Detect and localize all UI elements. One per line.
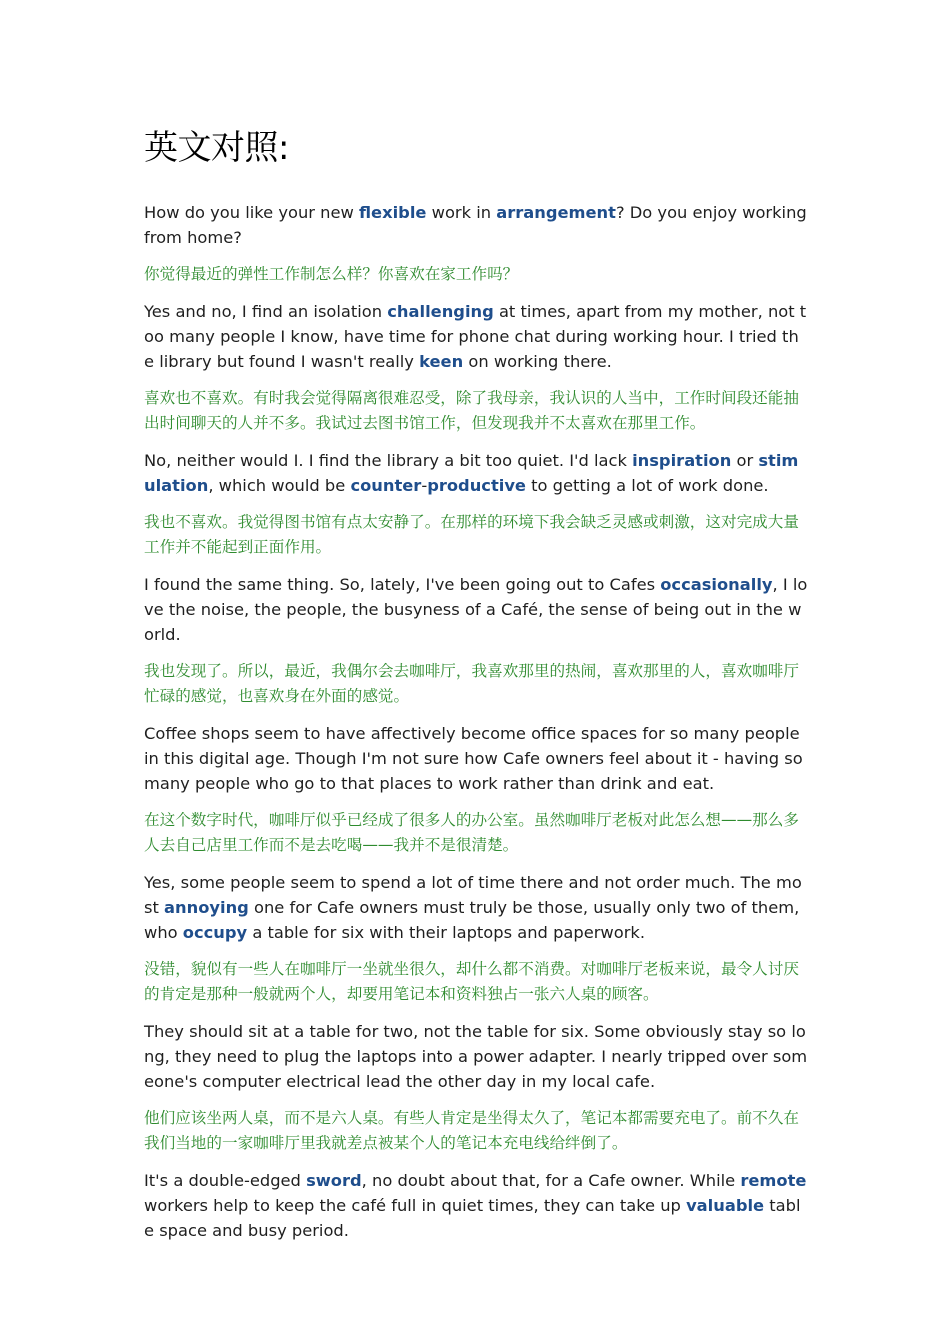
chinese-translation: [144, 957, 808, 1007]
paragraph-text: to getting a lot of work done.: [525, 476, 769, 495]
paragraph-text: a table for six with their laptops and paperwork.: [247, 923, 645, 942]
paragraph-text: ? Do you enjoy working from home?: [144, 203, 807, 247]
document-body: [144, 200, 808, 1243]
english-paragraph: [144, 721, 808, 796]
paragraph-text: Yes, some people seem to spend a lot of time there and not order much. The most: [144, 873, 802, 917]
paragraph-text: , which would be: [208, 476, 351, 495]
vocabulary-keyword: arrangement: [496, 203, 616, 222]
paragraph-text: 我也发现了。所以，最近，我偶尔会去咖啡厅，我喜欢那里的热闹，喜欢那里的人，喜欢咖啡厅忙碌的感觉，也喜欢身在外面的感觉。: [144, 662, 799, 705]
paragraph-text: or: [731, 451, 759, 470]
english-paragraph: [144, 870, 808, 945]
paragraph-text: 他们应该坐两人桌，而不是六人桌。有些人肯定是坐得太久了，笔记本都需要充电了。前不久在我们当地的一家咖啡厅里我就差点被某个人的笔记本充电线给绊倒了。: [144, 1109, 799, 1152]
paragraph-text: Coffee shops seem to have affectively become office spaces for so many people in this digital age. Though I'm not sure how Cafe owners feel about it - having so many people who go to that places to work rather than drink and eat.: [144, 724, 803, 793]
english-paragraph: [144, 299, 808, 374]
paragraph-text: 没错，貌似有一些人在咖啡厅一坐就坐很久，却什么都不消费。对咖啡厅老板来说，最令人讨厌的肯定是那种一般就两个人，却要用笔记本和资料独占一张六人桌的顾客。: [144, 960, 799, 1003]
vocabulary-keyword: occupy: [182, 923, 248, 942]
english-paragraph: [144, 200, 808, 250]
paragraph-text: on working there.: [463, 352, 612, 371]
paragraph-text: table space and busy period.: [144, 1196, 801, 1240]
chinese-translation: [144, 510, 808, 560]
paragraph-text: at times, apart from my mother, not too many people I know, have time for phone chat during working hour. I tried the library but found I wasn't really: [144, 302, 807, 371]
chinese-translation: [144, 808, 808, 858]
paragraph-text: 在这个数字时代，咖啡厅似乎已经成了很多人的办公室。虽然咖啡厅老板对此怎么想——那么多人去自己店里工作而不是去吃喝——我并不是很清楚。: [144, 811, 799, 854]
paragraph-text: How do you like your new: [144, 203, 359, 222]
english-paragraph: [144, 572, 808, 647]
vocabulary-keyword: counter: [350, 476, 422, 495]
paragraph-text: No, neither would I. I find the library a bit too quiet. I'd lack: [144, 451, 633, 470]
paragraph-text: I found the same thing. So, lately, I've been going out to Cafes: [144, 575, 661, 594]
document-page: [144, 126, 808, 1255]
vocabulary-keyword: keen: [419, 352, 464, 371]
paragraph-text: They should sit at a table for two, not the table for six. Some obviously stay so long, they need to plug the laptops into a power adapter. I nearly tripped over someone's computer electrical lead the other day in my local cafe.: [144, 1022, 808, 1091]
english-paragraph: [144, 1168, 808, 1243]
english-paragraph: [144, 1019, 808, 1094]
chinese-translation: [144, 1106, 808, 1156]
vocabulary-keyword: remote: [740, 1171, 807, 1190]
vocabulary-keyword: stimulation: [144, 451, 799, 495]
vocabulary-keyword: flexible: [358, 203, 427, 222]
chinese-translation: [144, 386, 808, 436]
chinese-translation: [144, 659, 808, 709]
paragraph-text: Yes and no, I find an isolation: [144, 302, 388, 321]
paragraph-text: -: [421, 476, 428, 495]
vocabulary-keyword: challenging: [387, 302, 494, 321]
paragraph-text: work in: [426, 203, 497, 222]
paragraph-text: , no doubt about that, for a Cafe owner. While: [361, 1171, 741, 1190]
paragraph-text: It's a double-edged: [144, 1171, 307, 1190]
vocabulary-keyword: inspiration: [632, 451, 732, 470]
vocabulary-keyword: sword: [306, 1171, 362, 1190]
vocabulary-keyword: productive: [427, 476, 526, 495]
page-title: 英文对照:: [144, 128, 289, 168]
vocabulary-keyword: valuable: [686, 1196, 765, 1215]
chinese-translation: [144, 262, 808, 287]
vocabulary-keyword: occasionally: [660, 575, 773, 594]
paragraph-text: one for Cafe owners must truly be those, usually only two of them, who: [144, 898, 800, 942]
paragraph-text: 喜欢也不喜欢。有时我会觉得隔离很难忍受，除了我母亲，我认识的人当中，工作时间段还能抽出时间聊天的人并不多。我试过去图书馆工作，但发现我并不太喜欢在那里工作。: [144, 389, 799, 432]
paragraph-text: workers help to keep the café full in quiet times, they can take up: [144, 1196, 687, 1215]
vocabulary-keyword: annoying: [164, 898, 249, 917]
paragraph-text: 我也不喜欢。我觉得图书馆有点太安静了。在那样的环境下我会缺乏灵感或刺激，这对完成大量工作并不能起到正面作用。: [144, 513, 799, 556]
english-paragraph: [144, 448, 808, 498]
paragraph-text: , I love the noise, the people, the busyness of a Café, the sense of being out in the world.: [144, 575, 808, 644]
paragraph-text: 你觉得最近的弹性工作制怎么样？你喜欢在家工作吗？: [144, 265, 519, 283]
